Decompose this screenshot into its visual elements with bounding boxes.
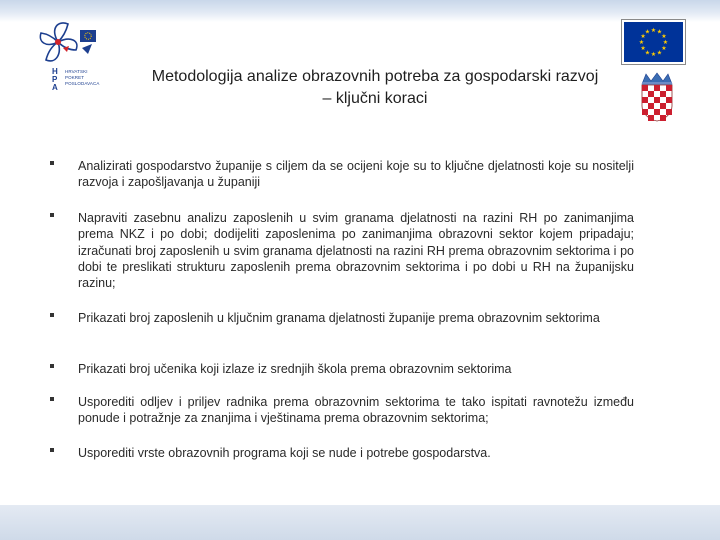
logo-word: POSLODAVACA: [65, 81, 100, 86]
logo-letter: P: [52, 75, 58, 84]
bottom-gradient-bar: [0, 505, 720, 540]
square-bullet-icon: [50, 397, 54, 401]
bullet-text: Usporediti vrste obrazovnih programa koji se nude i potrebe gospodarstva.: [78, 446, 491, 460]
logo-word: HRVATSKI: [65, 69, 88, 74]
logo-letter: H: [52, 67, 58, 76]
organization-logo: [36, 18, 112, 92]
eu-star-icon: ★: [650, 27, 657, 34]
eu-star-icon: ★: [644, 49, 651, 57]
square-bullet-icon: [50, 213, 54, 217]
bullet-text: Napraviti zasebnu analizu zaposlenih u svim granama djelatnosti na razini RH po zanimanjima prema NKZ i po dobi; dodijeliti zaposlenima po zanimanjima obrazovni sektor kojem pripadaju; izračunati broj zaposlenih u svim granama djelatnosti na razini RH prema obrazovnim sektorima i po dobi te preslikati strukturu zaposlenih prema obrazovnim sektorima i po dobi u RH na županijsku razinu;: [78, 211, 634, 291]
checker-square: [648, 91, 654, 97]
eu-star-icon: ★: [656, 28, 663, 36]
logo-word: POKRET: [65, 75, 85, 80]
eu-star-icon: ★: [662, 39, 669, 46]
square-bullet-icon: [50, 448, 54, 452]
logo-wordmark: [65, 69, 115, 87]
page-title: [110, 66, 640, 110]
pinwheel-logo-icon: [36, 18, 112, 70]
checker-square: [666, 109, 672, 115]
eu-star-icon: ★: [638, 39, 645, 46]
checker-square: [666, 97, 672, 103]
eu-star-icon: ★: [661, 33, 667, 40]
croatian-coat-of-arms-icon: [640, 72, 674, 122]
logo-letter: A: [52, 83, 58, 92]
square-bullet-icon: [50, 313, 54, 317]
square-bullet-icon: [50, 161, 54, 165]
bullet-text: Analizirati gospodarstvo županije s ciljem da se ocijeni koje su to ključne djelatnosti koje su nositelji razvoja i zapošljavanja u županiji: [78, 159, 634, 190]
checker-square: [660, 91, 666, 97]
bullet-text: Prikazati broj učenika koji izlaze iz srednjih škola prema obrazovnim sektorima: [78, 362, 512, 376]
eu-flag-icon: [621, 19, 686, 65]
checker-square: [660, 115, 666, 121]
checker-square: [654, 109, 660, 115]
logo-initials: [52, 68, 64, 92]
checker-square: [654, 85, 660, 91]
checker-square: [642, 97, 648, 103]
checker-square: [642, 85, 648, 91]
eu-star-icon: ★: [640, 45, 646, 52]
checker-square: [654, 97, 660, 103]
eu-star-icon: ★: [656, 49, 663, 57]
bullet-text: Prikazati broj zaposlenih u ključnim granama djelatnosti županije prema obrazovnim sektorima: [78, 311, 600, 325]
checker-square: [666, 85, 672, 91]
checker-square: [642, 109, 648, 115]
eu-star-icon: ★: [640, 33, 646, 40]
eu-star-icon: ★: [644, 28, 651, 36]
eu-star-icon: ★: [650, 51, 657, 58]
checker-square: [648, 115, 654, 121]
square-bullet-icon: [50, 364, 54, 368]
bullet-text: Usporediti odljev i priljev radnika prema obrazovnim sektorima te tako ispitati ravnotežu između ponude i potražnje za znanjima i vještinama prema obrazovnim sektorima;: [78, 395, 634, 426]
page-title-line: Metodologija analize obrazovnih potreba za gospodarski razvoj: [151, 68, 599, 85]
checker-square: [648, 103, 654, 109]
page-title-line: – ključni koraci: [322, 90, 428, 107]
checker-square: [660, 103, 666, 109]
eu-star-icon: ★: [661, 45, 667, 52]
